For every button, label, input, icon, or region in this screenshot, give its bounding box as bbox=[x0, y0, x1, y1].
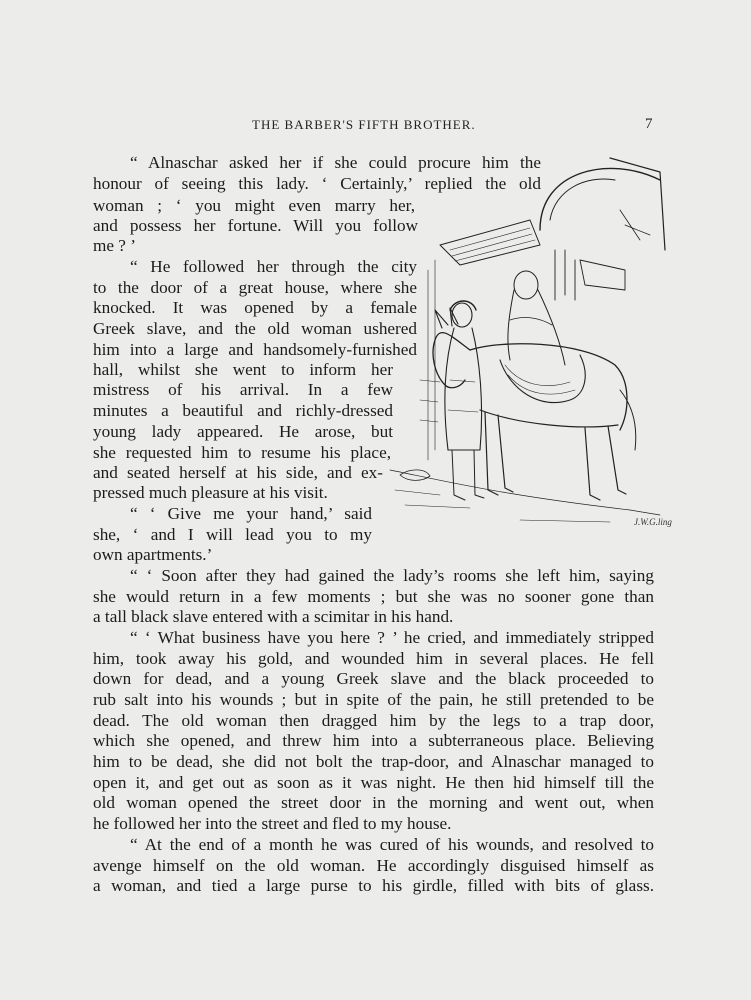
text-line: him to be dead, she did not bolt the trap-door, and Alnaschar managed to bbox=[93, 752, 654, 771]
page-number: 7 bbox=[645, 116, 653, 132]
text-line: “ ‘ Soon after they had gained the lady’s rooms she left him, saying bbox=[130, 566, 654, 585]
text-line: down for dead, and a young Greek slave and the black proceeded to bbox=[93, 669, 654, 688]
text-line: me ? ’ bbox=[93, 236, 136, 255]
text-line: to the door of a great house, where she bbox=[93, 278, 417, 297]
text-line: hall, whilst she went to inform her bbox=[93, 360, 393, 379]
donkey-rider-illustration bbox=[380, 150, 670, 545]
text-line: knocked. It was opened by a female bbox=[93, 298, 417, 317]
text-line: Greek slave, and the old woman ushered bbox=[93, 319, 417, 338]
text-line: a woman, and tied a large purse to his girdle, filled with bits of glass. bbox=[93, 876, 654, 895]
text-line: she, ‘ and I will lead you to my bbox=[93, 525, 372, 544]
illustrator-signature: J.W.G.ling bbox=[634, 517, 672, 527]
text-line: she would return in a few moments ; but she was no sooner gone than bbox=[93, 587, 654, 606]
text-line: a tall black slave entered with a scimitar in his hand. bbox=[93, 607, 454, 626]
text-line: “ ‘ What business have you here ? ’ he cried, and immediately stripped bbox=[130, 628, 654, 647]
text-line: rub salt into his wounds ; but in spite of the pain, he still pretended to be bbox=[93, 690, 654, 709]
text-line: minutes a beautiful and richly-dressed bbox=[93, 401, 393, 420]
text-line: open it, and get out as soon as it was night. He then hid himself till the bbox=[93, 773, 654, 792]
text-line: “ Alnaschar asked her if she could procure him the bbox=[130, 153, 541, 172]
text-line: young lady appeared. He arose, but bbox=[93, 422, 393, 441]
text-line: “ ‘ Give me your hand,’ said bbox=[130, 504, 372, 523]
text-line: honour of seeing this lady. ‘ Certainly,’ replied the old bbox=[93, 174, 541, 193]
text-line: him, took away his gold, and wounded him in several places. He fell bbox=[93, 649, 654, 668]
text-line: pressed much pleasure at his visit. bbox=[93, 483, 328, 502]
text-line: mistress of his arrival. In a few bbox=[93, 380, 393, 399]
text-line: and possess her fortune. Will you follow bbox=[93, 216, 418, 235]
text-line: “ At the end of a month he was cured of his wounds, and resolved to bbox=[130, 835, 654, 854]
text-line: avenge himself on the old woman. He accordingly disguised himself as bbox=[93, 856, 654, 875]
text-line: him into a large and handsomely-furnished bbox=[93, 340, 417, 359]
text-line: “ He followed her through the city bbox=[130, 257, 417, 276]
text-line: and seated herself at his side, and ex- bbox=[93, 463, 383, 482]
text-line: woman ; ‘ you might even marry her, bbox=[93, 196, 415, 215]
running-head: THE BARBER'S FIFTH BROTHER. bbox=[252, 117, 476, 132]
text-line: dead. The old woman then dragged him by the legs to a trap door, bbox=[93, 711, 654, 730]
text-line: old woman opened the street door in the morning and went out, when bbox=[93, 793, 654, 812]
text-line: own apartments.’ bbox=[93, 545, 213, 564]
text-line: she requested him to resume his place, bbox=[93, 443, 391, 462]
text-line: he followed her into the street and fled to my house. bbox=[93, 814, 452, 833]
text-line: which she opened, and threw him into a subterraneous place. Believing bbox=[93, 731, 654, 750]
